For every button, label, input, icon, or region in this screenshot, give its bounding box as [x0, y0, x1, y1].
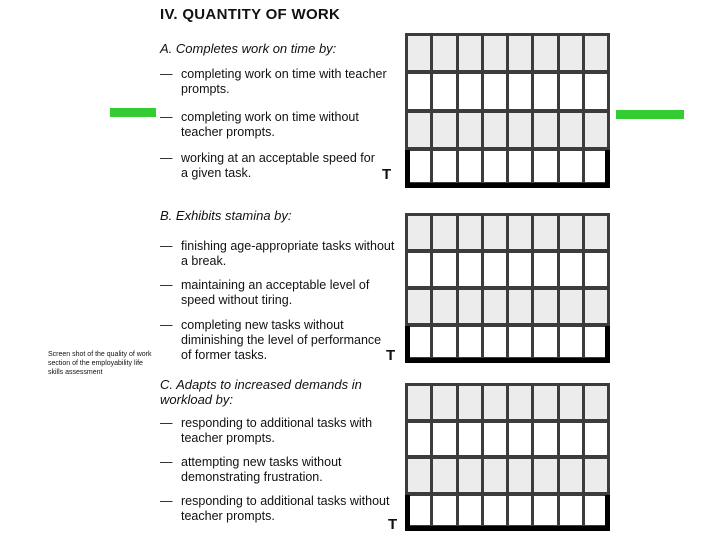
rating-cell[interactable]	[509, 423, 531, 456]
rating-cell[interactable]	[408, 386, 430, 419]
rating-cell[interactable]	[560, 74, 582, 108]
page-title: IV. QUANTITY OF WORK	[160, 6, 341, 23]
rating-cell[interactable]	[585, 290, 607, 323]
rating-cell[interactable]	[509, 216, 531, 249]
section-a-heading: A. Completes work on time by:	[160, 41, 337, 56]
rating-cell[interactable]	[585, 423, 607, 456]
rating-cell[interactable]	[484, 216, 506, 249]
rating-cell[interactable]	[560, 253, 582, 286]
rating-cell[interactable]	[509, 113, 531, 147]
rating-cell[interactable]	[459, 290, 481, 323]
rating-cell[interactable]	[433, 216, 455, 249]
highlight-marker-right	[616, 110, 684, 119]
t-label: T	[386, 347, 396, 364]
list-item: — completing work on time with teacher prompts.	[160, 67, 387, 96]
rating-cell[interactable]	[509, 36, 531, 70]
rating-cell[interactable]	[534, 423, 556, 456]
section-c-heading: C. Adapts to increased demands in workload by:	[160, 377, 362, 407]
rating-cell[interactable]	[484, 459, 506, 492]
list-item: — responding to additional tasks with teacher prompts.	[160, 416, 373, 445]
caption: Screen shot of the quality of work section of the employability life skills assessment	[48, 351, 152, 376]
t-label: T	[388, 516, 398, 533]
rating-cell[interactable]	[534, 113, 556, 147]
rating-cell[interactable]	[408, 253, 430, 286]
rating-cell[interactable]	[484, 290, 506, 323]
rating-cell[interactable]	[534, 253, 556, 286]
list-item: — maintaining an acceptable level of speed without tiring.	[160, 278, 370, 307]
rating-cell[interactable]	[408, 36, 430, 70]
rating-cell[interactable]	[408, 74, 430, 108]
rating-cell[interactable]	[408, 216, 430, 249]
rating-cell[interactable]	[560, 386, 582, 419]
rating-cell[interactable]	[585, 386, 607, 419]
rating-cell[interactable]	[534, 216, 556, 249]
rating-cell[interactable]	[459, 216, 481, 249]
rating-cell[interactable]	[433, 253, 455, 286]
rating-cell[interactable]	[433, 386, 455, 419]
rating-cell[interactable]	[585, 74, 607, 108]
rating-cell[interactable]	[433, 74, 455, 108]
rating-cell[interactable]	[534, 459, 556, 492]
rating-cell[interactable]	[459, 386, 481, 419]
list-item: — finishing age-appropriate tasks without a break.	[160, 239, 395, 268]
rating-cell[interactable]	[484, 74, 506, 108]
rating-cell[interactable]	[509, 459, 531, 492]
t-label: T	[382, 166, 392, 183]
highlight-marker-left	[110, 108, 156, 117]
rating-cell[interactable]	[560, 459, 582, 492]
grid-frame	[405, 150, 610, 188]
rating-cell[interactable]	[408, 290, 430, 323]
rating-cell[interactable]	[459, 74, 481, 108]
rating-cell[interactable]	[560, 113, 582, 147]
rating-cell[interactable]	[484, 113, 506, 147]
rating-cell[interactable]	[433, 459, 455, 492]
rating-cell[interactable]	[509, 74, 531, 108]
rating-cell[interactable]	[459, 36, 481, 70]
rating-cell[interactable]	[534, 386, 556, 419]
rating-cell[interactable]	[459, 423, 481, 456]
rating-cell[interactable]	[408, 423, 430, 456]
rating-cell[interactable]	[433, 290, 455, 323]
rating-cell[interactable]	[585, 36, 607, 70]
rating-cell[interactable]	[433, 113, 455, 147]
rating-cell[interactable]	[560, 216, 582, 249]
rating-cell[interactable]	[560, 423, 582, 456]
list-item: — completing work on time without teacher prompts.	[160, 110, 359, 139]
rating-cell[interactable]	[560, 290, 582, 323]
rating-cell[interactable]	[534, 74, 556, 108]
rating-cell[interactable]	[534, 290, 556, 323]
rating-cell[interactable]	[484, 386, 506, 419]
list-item: — completing new tasks without diminishing the level of performance of former tasks.	[160, 318, 382, 362]
rating-cell[interactable]	[509, 290, 531, 323]
list-item: — attempting new tasks without demonstrating frustration.	[160, 455, 342, 484]
rating-cell[interactable]	[433, 423, 455, 456]
rating-cell[interactable]	[509, 386, 531, 419]
grid-frame	[405, 495, 610, 531]
rating-cell[interactable]	[585, 113, 607, 147]
rating-cell[interactable]	[459, 253, 481, 286]
rating-cell[interactable]	[484, 253, 506, 286]
rating-cell[interactable]	[484, 36, 506, 70]
rating-cell[interactable]	[585, 216, 607, 249]
rating-cell[interactable]	[560, 36, 582, 70]
rating-cell[interactable]	[459, 113, 481, 147]
rating-cell[interactable]	[509, 253, 531, 286]
rating-cell[interactable]	[408, 459, 430, 492]
section-b-heading: B. Exhibits stamina by:	[160, 208, 292, 223]
rating-cell[interactable]	[585, 253, 607, 286]
rating-cell[interactable]	[433, 36, 455, 70]
list-item: — responding to additional tasks without teacher prompts.	[160, 494, 390, 523]
grid-frame	[405, 326, 610, 363]
rating-cell[interactable]	[484, 423, 506, 456]
rating-cell[interactable]	[534, 36, 556, 70]
rating-cell[interactable]	[408, 113, 430, 147]
rating-cell[interactable]	[585, 459, 607, 492]
rating-cell[interactable]	[459, 459, 481, 492]
list-item: — working at an acceptable speed for a given task.	[160, 151, 375, 180]
